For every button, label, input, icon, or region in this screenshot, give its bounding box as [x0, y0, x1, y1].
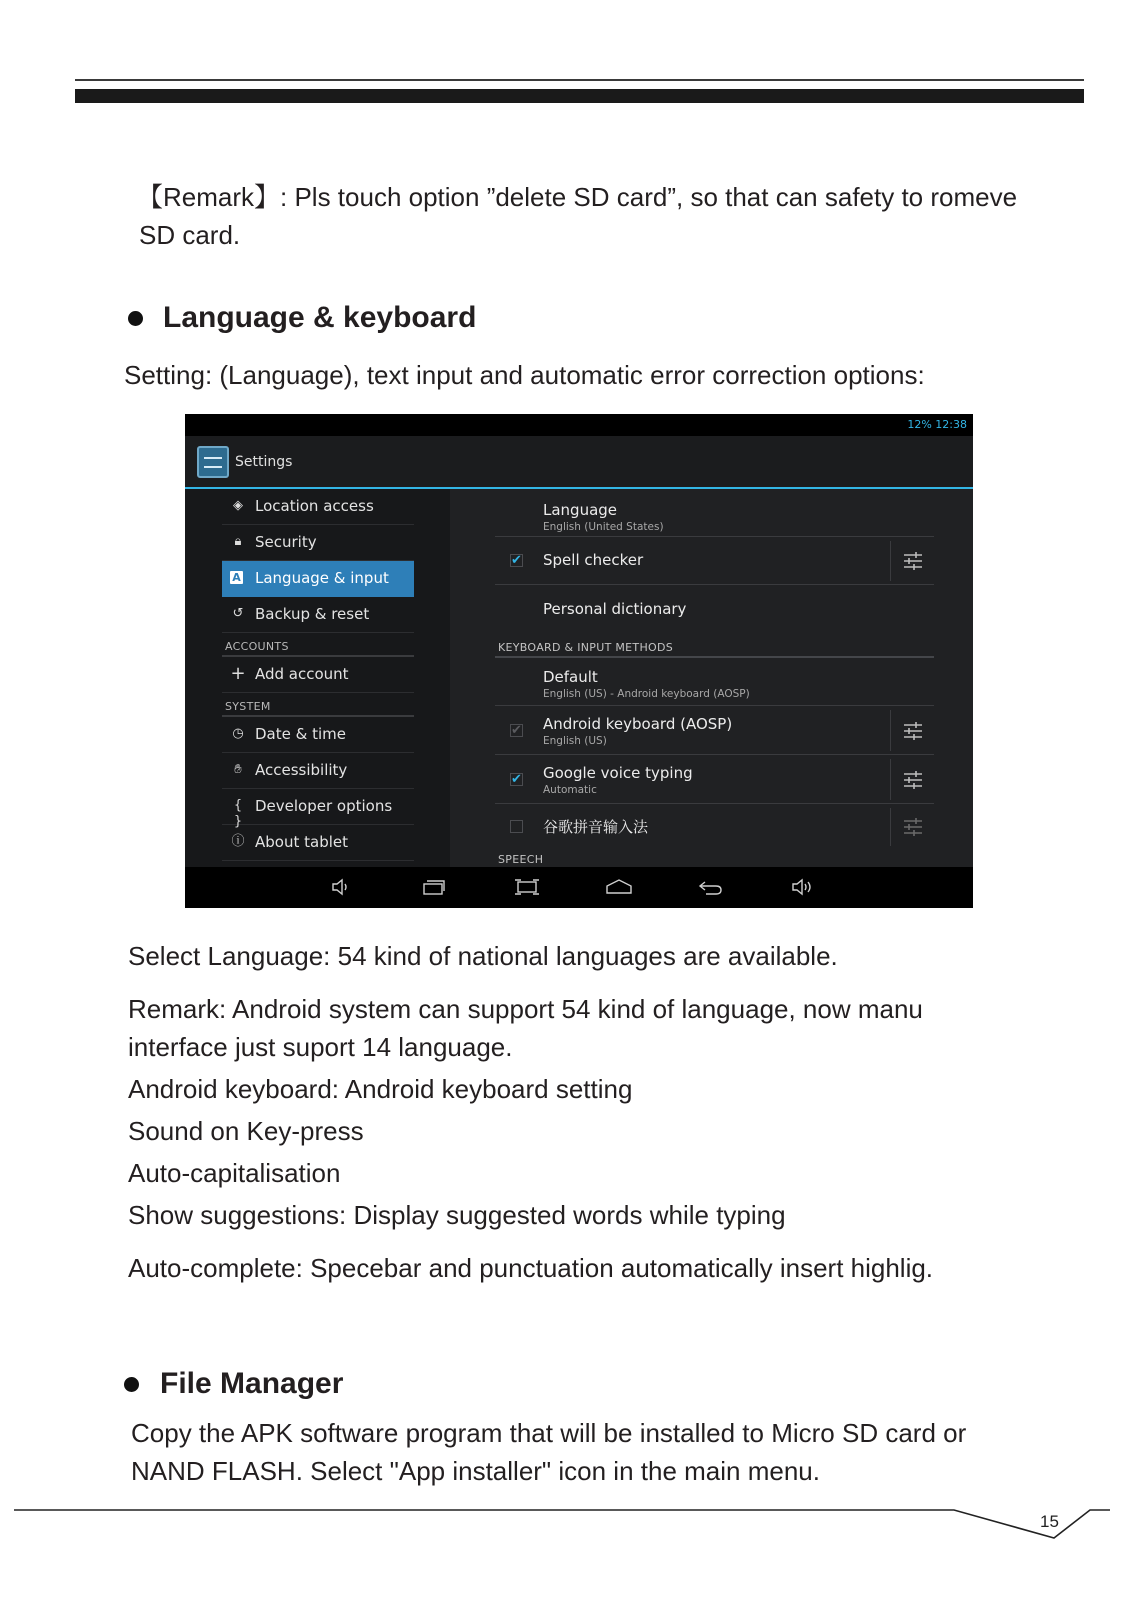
accounts-header: ACCOUNTS [225, 640, 289, 653]
note-android-keyboard: Android keyboard: Android keyboard setting [128, 1074, 633, 1104]
nav-item-backup-reset[interactable] [222, 597, 414, 633]
settings-tune-icon[interactable] [890, 541, 934, 581]
nav-item-add-account[interactable] [222, 657, 414, 693]
nav-item-label: Security [255, 533, 317, 551]
backup-icon: ↺ [232, 606, 244, 621]
default-keyboard-row[interactable] [495, 658, 934, 706]
aosp-title: Android keyboard (AOSP) [543, 715, 733, 733]
aosp-subtitle: English (US) [543, 735, 607, 747]
header-rule-thin [75, 79, 1084, 81]
section-heading-language: Language & keyboard [163, 301, 477, 334]
lock-icon: 🔒︎ [234, 534, 242, 549]
settings-detail-pane [450, 489, 973, 867]
header-rule-thick [75, 89, 1084, 103]
remark-line-1: 【Remark】: Pls touch option ”delete SD card”, so that can safety to romeve [137, 182, 1018, 212]
spell-checker-checkbox[interactable]: ✔ [511, 553, 522, 568]
nav-item-label: Add account [255, 665, 349, 683]
nav-item-label: Backup & reset [255, 605, 370, 623]
section-heading-file-manager: File Manager [160, 1367, 344, 1400]
language-subtitle: English (United States) [543, 521, 664, 533]
personal-dictionary-row[interactable] [495, 585, 934, 633]
back-icon[interactable] [698, 877, 724, 897]
nav-item-accessibility[interactable] [222, 753, 414, 789]
bullet-icon [124, 1377, 139, 1392]
settings-screenshot [185, 414, 973, 908]
settings-app-icon[interactable] [197, 446, 229, 478]
action-bar [185, 436, 973, 489]
info-icon: ⓘ [231, 834, 245, 849]
nav-item-label: Accessibility [255, 761, 348, 779]
default-title: Default [543, 668, 598, 686]
aosp-keyboard-checkbox[interactable]: ✔ [511, 723, 522, 738]
file-manager-line-1: Copy the APK software program that will be installed to Micro SD card or [131, 1418, 967, 1448]
nav-item-label: Language & input [255, 569, 389, 587]
aosp-keyboard-row[interactable] [495, 706, 934, 755]
spell-checker-title: Spell checker [543, 551, 644, 569]
bullet-icon [128, 311, 143, 326]
system-header: SYSTEM [225, 700, 271, 713]
hand-icon: ✋︎ [234, 762, 242, 777]
system-nav-bar [185, 867, 973, 908]
personal-dictionary-title: Personal dictionary [543, 600, 687, 618]
nav-item-location[interactable] [222, 489, 414, 525]
note-auto-capitalisation: Auto-capitalisation [128, 1158, 341, 1188]
nav-item-label: Date & time [255, 725, 346, 743]
volume-down-icon[interactable] [331, 877, 351, 897]
volume-up-icon[interactable] [791, 877, 815, 897]
nav-item-label: Developer options [255, 797, 393, 815]
section-intro: Setting: (Language), text input and automatic error correction options: [124, 360, 925, 390]
note-select-language: Select Language: 54 kind of national languages are available. [128, 941, 838, 971]
plus-icon: + [230, 663, 246, 684]
clock-icon: ◷ [232, 726, 244, 741]
pinyin-ime-row[interactable] [495, 804, 934, 850]
note-show-suggestions: Show suggestions: Display suggested words while typing [128, 1200, 786, 1230]
footer-rule [14, 1509, 1110, 1539]
nav-item-label: Location access [255, 497, 374, 515]
note-remark-line-1: Remark: Android system can support 54 kind of language, now manu [128, 994, 923, 1024]
note-remark-line-2: interface just suport 14 language. [128, 1032, 513, 1062]
remark-line-2: SD card. [139, 220, 241, 250]
settings-nav-pane [185, 489, 450, 867]
settings-tune-icon[interactable] [890, 808, 934, 846]
app-title: Settings [235, 454, 293, 470]
screenshot-icon[interactable] [514, 877, 540, 897]
voice-typing-subtitle: Automatic [543, 784, 597, 796]
language-icon: A [230, 571, 243, 584]
nav-item-label: About tablet [255, 833, 348, 851]
nav-item-developer-options[interactable] [222, 789, 414, 829]
recent-apps-icon[interactable] [422, 877, 446, 897]
home-icon[interactable] [605, 877, 633, 897]
nav-item-language-input[interactable] [222, 561, 414, 597]
nav-item-about-tablet[interactable] [222, 825, 414, 861]
braces-icon: { } [233, 798, 243, 829]
note-auto-complete: Auto-complete: Specebar and punctuation automatically insert highlig. [128, 1253, 934, 1283]
page-number: 15 [1040, 1512, 1059, 1531]
voice-typing-checkbox[interactable]: ✔ [511, 772, 522, 787]
settings-tune-icon[interactable] [890, 759, 934, 800]
pinyin-checkbox[interactable] [510, 820, 523, 833]
keyboard-methods-header: KEYBOARD & INPUT METHODS [498, 641, 674, 654]
language-row[interactable] [495, 489, 934, 537]
spell-checker-row[interactable] [495, 537, 934, 585]
file-manager-line-2: NAND FLASH. Select "App installer" icon in the main menu. [131, 1456, 820, 1486]
google-voice-typing-row[interactable] [495, 755, 934, 804]
status-battery-time: 12% 12:38 [907, 418, 967, 431]
speech-header: SPEECH [498, 853, 544, 866]
note-sound-key-press: Sound on Key-press [128, 1116, 364, 1146]
nav-item-date-time[interactable] [222, 717, 414, 753]
nav-item-security[interactable] [222, 525, 414, 561]
voice-typing-title: Google voice typing [543, 764, 693, 782]
pinyin-title: 谷歌拼音输入法 [543, 818, 649, 836]
settings-tune-icon[interactable] [890, 710, 934, 751]
language-title: Language [543, 501, 618, 519]
location-icon: ◈ [233, 498, 243, 513]
status-bar [185, 414, 973, 436]
default-subtitle: English (US) - Android keyboard (AOSP) [543, 688, 750, 700]
